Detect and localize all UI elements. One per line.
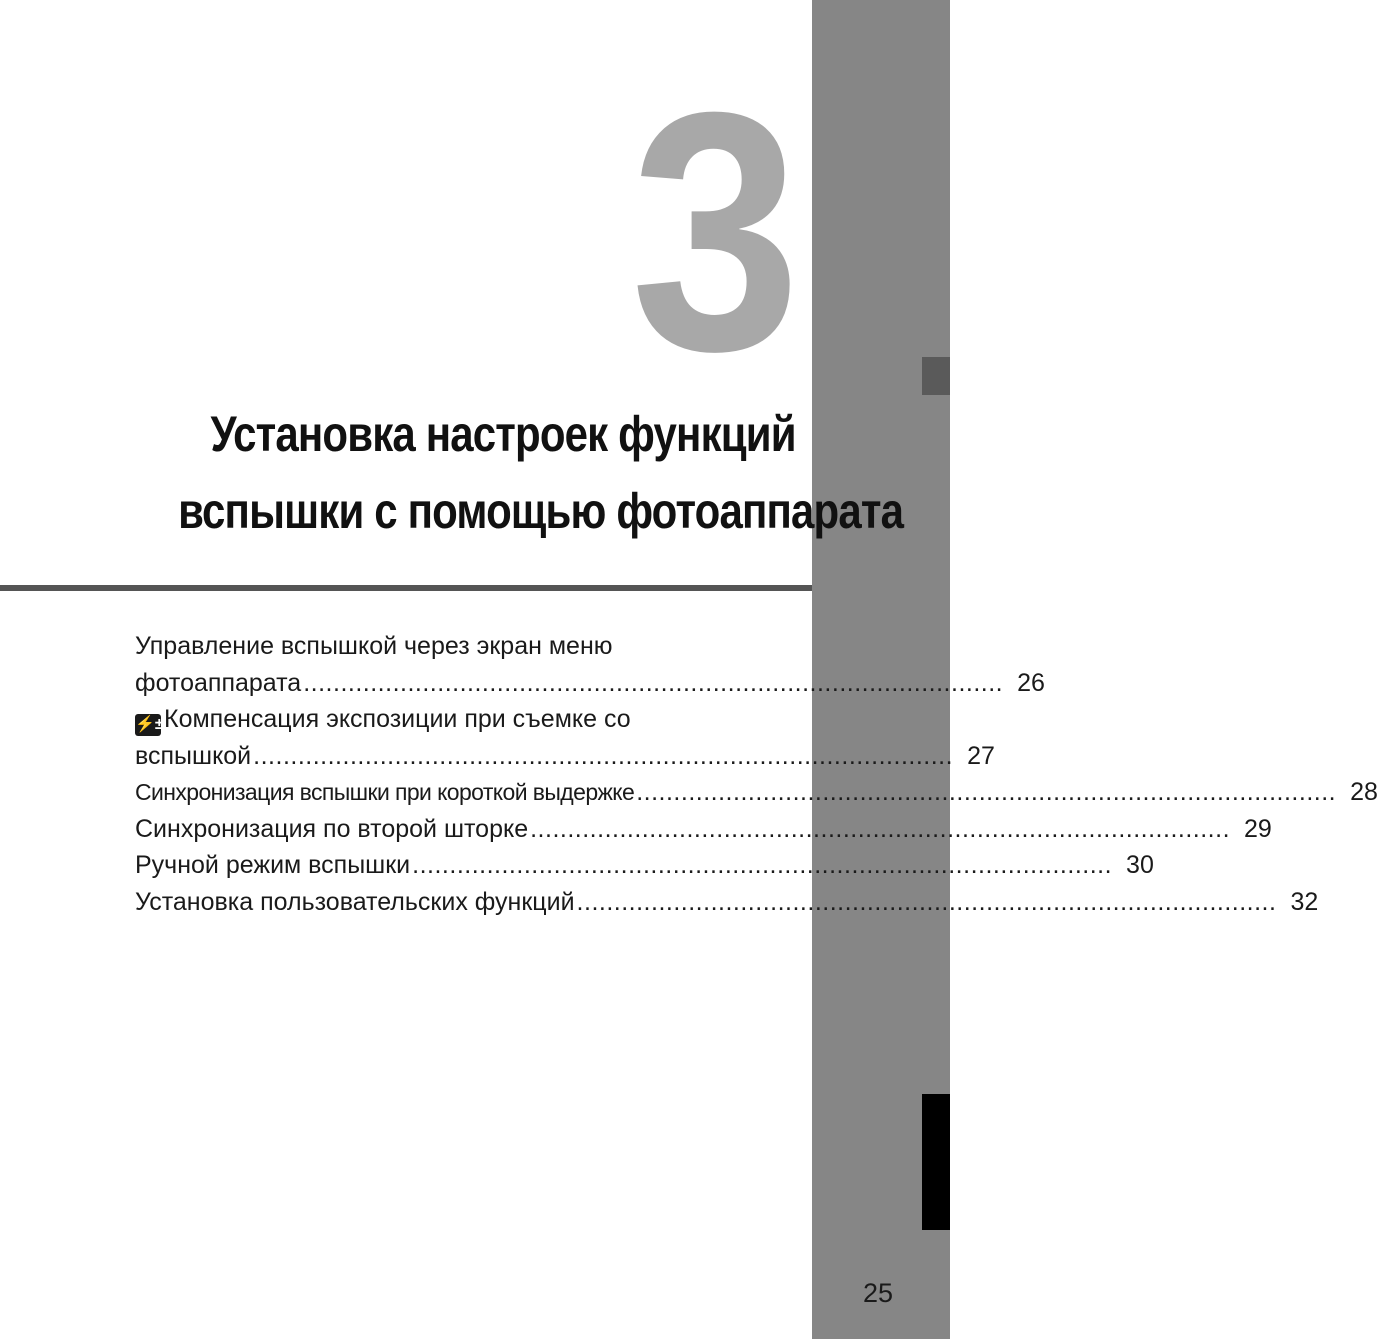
- toc-page-number: 28: [1350, 778, 1378, 806]
- toc-leader-dots: ..............................................................................................: [530, 814, 1231, 843]
- toc-leader-dots: ..............................................................................................: [303, 668, 1004, 697]
- toc-page-number: 29: [1244, 814, 1272, 843]
- toc-entry-text: вспышкой: [135, 741, 252, 770]
- page-number: 25: [862, 1278, 894, 1308]
- toc-entry[interactable]: [135, 774, 1378, 811]
- toc-leader-dots: ..............................................................................................: [636, 778, 1337, 806]
- title-divider: [0, 585, 812, 591]
- chapter-number: 3: [630, 42, 801, 422]
- table-of-contents: [135, 628, 1378, 920]
- chapter-title-line-1: Установка настроек функций: [210, 406, 796, 462]
- toc-entry-text: Синхронизация по второй шторке: [135, 814, 529, 843]
- toc-entry[interactable]: [135, 701, 995, 774]
- chapter-title-line-2: вспышки с помощью фотоаппарата: [178, 483, 904, 539]
- chapter-title: [40, 396, 904, 550]
- toc-entry-text: Синхронизация вспышки при короткой выдержке: [135, 779, 635, 805]
- toc-page-number: 32: [1290, 887, 1319, 916]
- toc-entry-text: фотоаппарата: [135, 668, 302, 697]
- toc-entry-text: Установка пользовательских функций: [135, 887, 575, 916]
- flash-exposure-compensation-icon: ⚡±: [135, 714, 161, 736]
- toc-page-number: 27: [967, 741, 995, 770]
- toc-page-number: 30: [1126, 851, 1154, 879]
- chapter-tab-marker: [922, 357, 950, 395]
- toc-entry[interactable]: [135, 884, 1319, 921]
- toc-leader-dots: ..............................................................................................: [253, 741, 954, 770]
- toc-leader-dots: ..............................................................................................: [576, 887, 1277, 916]
- toc-leader-dots: ..............................................................................................: [412, 851, 1113, 879]
- toc-page-number: 26: [1017, 668, 1045, 697]
- toc-entry[interactable]: [135, 628, 1045, 701]
- section-tab-marker: [922, 1094, 950, 1230]
- toc-entry-text: Компенсация экспозиции при съемке со: [164, 705, 631, 733]
- toc-entry-text: Управление вспышкой через экран меню: [135, 632, 613, 660]
- toc-entry[interactable]: [135, 811, 1272, 848]
- toc-entry-text: Ручной режим вспышки: [135, 851, 411, 879]
- toc-entry[interactable]: [135, 847, 1154, 884]
